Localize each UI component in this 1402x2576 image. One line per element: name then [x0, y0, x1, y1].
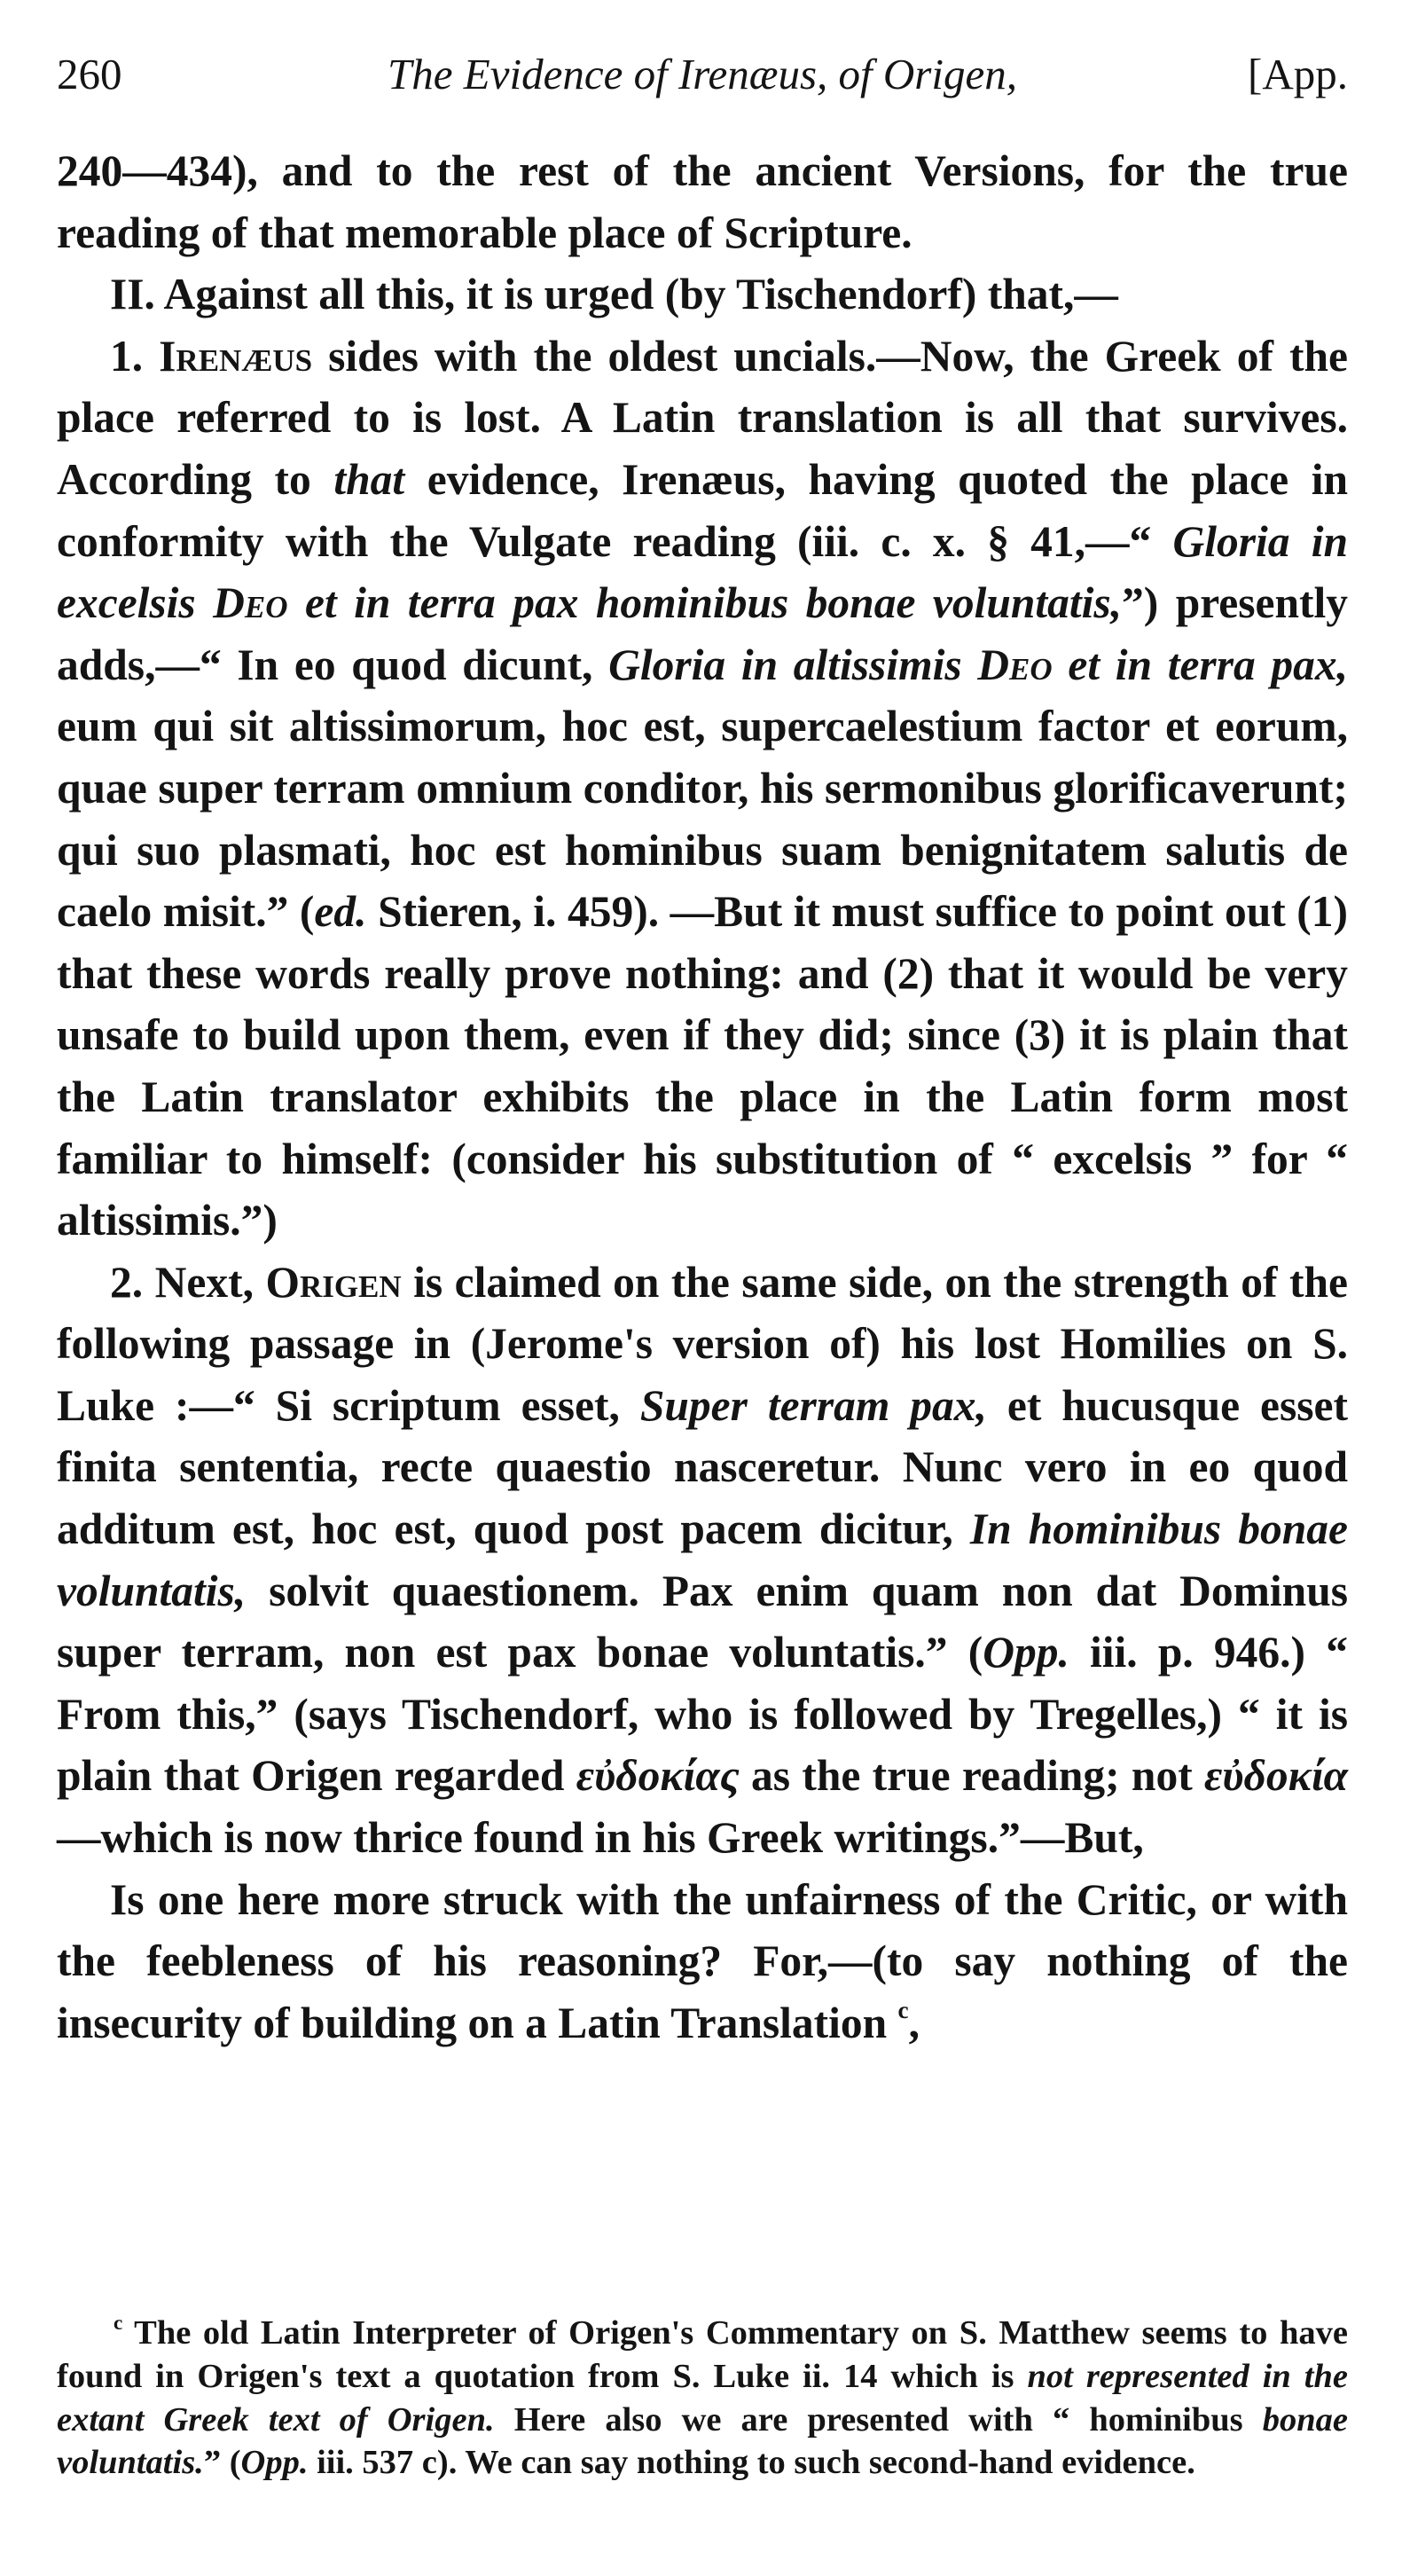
running-title: The Evidence of Irenæus, of Origen, [388, 50, 1017, 98]
paragraph-critic: Is one here more struck with the unfairness of the Critic, or with the feebleness of his reasoning? For,—(to say nothing of the insecurity of building on a Latin Translation $^c$, [57, 1874, 1348, 2047]
footnote-reference: c [897, 1997, 909, 2024]
greek-word: εὐδοκία [1203, 1751, 1348, 1801]
main-text [57, 140, 1348, 2054]
greek-word: εὐδοκίας [576, 1751, 740, 1801]
running-header [57, 43, 1348, 106]
section-marker: [App. [1248, 50, 1348, 98]
paragraph-origen: 2. Next, Origen is claimed on the same side, on the strength of the following passage in (Jerome's version of) his lost Homilies on S. Luke :—“ Si scriptum esset, Super terram pax, et hucusque esset finita sententia, recte quaestio nasceretur. Nunc vero in eo quod additum est, hoc est, quod post pacem dicitur, In hominibus bonae voluntatis, solvit quaestionem. Pax enim quam non dat Dominus super terram, non est pax bonae voluntatis.” (Opp. iii. p. 946.) “ From this,” (says Tischendorf, who is followed by Tregelles,) “ it is plain that Origen regarded εὐδοκίας as the true reading; not εὐδοκία—which is now thrice found in his Greek writings.”—But, [57, 1257, 1349, 1863]
paragraph-objection: II. Against all this, it is urged (by Tischendorf) that,— [110, 270, 1118, 319]
paragraph-irenaeus: 1. Irenæus sides with the oldest uncials.—Now, the Greek of the place referred to is lost. A Latin translation is all that survives. According to that evidence, Irenæus, having quoted the place in conformity with the Vulgate reading (iii. c. x. § 41,—“ Gloria in excelsis Deo et in terra pax hominibus bonae voluntatis,”) presently adds,—“ In eo quod dicunt, Gloria in altissimis Deo et in terra pax, eum qui sit altissimorum, hoc est, supercaelestium factor et eorum, quae super terram omnium conditor, his sermonibus glorificaverunt; qui suo plasmati, hoc est hominibus suam benignitatem salutis de caelo misit.” (ed. Stieren, i. 459). —But it must suffice to point out (1) that these words really prove nothing: and (2) that it would be very unsafe to build upon them, even if they did; since (3) it is plain that the Latin translator exhibits the place in the Latin form most familiar to himself: (consider his substitution of “ excelsis ” for “ altissimis.”) [57, 331, 1349, 1245]
paragraph-versions: 240—434), and to the rest of the ancient Versions, for the true reading of that memorable place of Scripture. [57, 146, 1348, 257]
name-irenaeus: Irenæus [159, 331, 313, 381]
page-number: 260 [57, 50, 122, 98]
footnote-mark: c [114, 2310, 123, 2334]
name-origen: Origen [265, 1257, 402, 1307]
footnote: $^c$ The old Latin Interpreter of Origen's Commentary on S. Matthew seems to have found in Origen's text a quotation from S. Luke ii. 14 which is not represented in the extant Greek text of Origen. Here also we are presented with “ hominibus bonae voluntatis.” (Opp. iii. 537 c). We can say nothing to such second-hand evidence. [57, 2310, 1349, 2482]
